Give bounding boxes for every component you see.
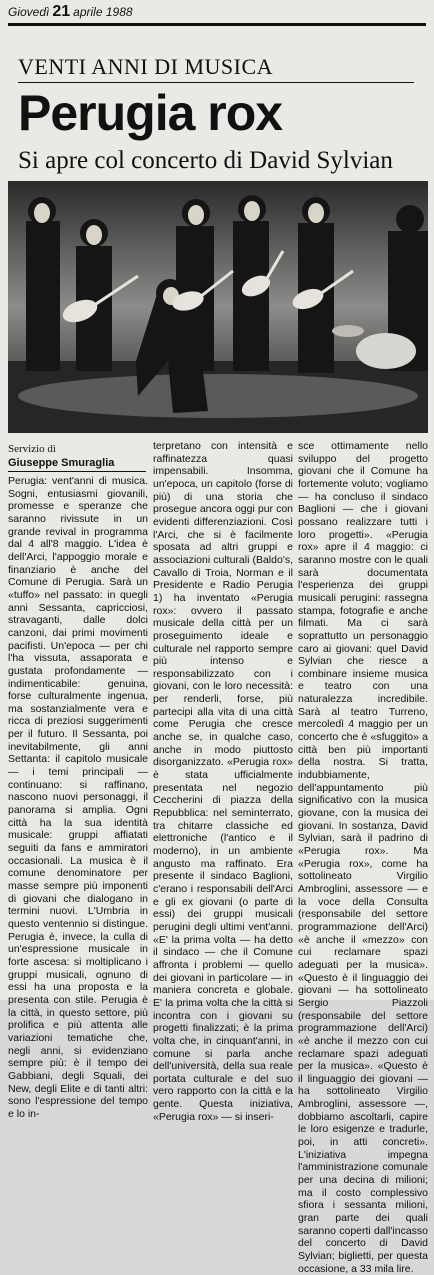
band-photo-illustration	[8, 181, 428, 433]
article-column-3	[298, 440, 428, 1275]
byline-rule	[8, 471, 146, 472]
article-column-3-text: sce ottimamente nello sviluppo del progetto giovani che il Comune ha fortemente voluto; vogliamo — ha concluso il sindaco Baglioni — che i giovani possano realizzare tutti i loro progetti». «Perugia rox» apre il 4 maggio: ci saranno mostre con le quali sarà documentata l'esperienza dei gruppi musicali perugini: rassegna stampa, fotografie e anche filmati. Ma ci sarà soprattutto un personaggio caro ai giovani: quel David Sylvian che riesce a combinare insieme musica e teatro con una naturalezza incredibile. Sarà al teatro Turreno, mercoledì 4 maggio per un concerto che è «sfuggito» a città ben più importanti della nostra. Si tratta, indubbiamente, dell'appuntamento più significativo con la musica giovane, con la musica dei giovani. In sostanza, David Sylvian, sarà il padrino di «Perugia rox». Ma «Perugia rox», come ha sottolineato Virgilio Ambroglini, assessore — e la voce della Consulta (responsabile del settore programmazione dell'Arci) «è anche il «mezzo» con cui reclamare spazi adeguati per la musica». «Questo è il linguaggio dei giovani — ha sottolineato Sergio Piazzoli (responsabile del settore programmazione dell'Arci) «è anche il mezzo con cui reclamare spazi adeguati per la musica». «Questo è il linguaggio dei giovani — ha sottolineato Virgilio Ambroglini, assessore —, dobbiamo ascoltarli, capire le loro esigenze e tradurle, poi, in atti concreti». L'iniziativa impegna l'amministrazione comunale per una decina di milioni; ma il costo complessivo sfiora i sessanta milioni, gran parte dei quali saranno coperti dall'incasso del concerto di David Sylvian; biglietti, per questa occasione, a 33 mila lire.	[298, 440, 428, 1275]
kicker: VENTI ANNI DI MUSICA	[18, 54, 274, 79]
header-rule	[8, 23, 426, 26]
headline: Perugia rox	[18, 85, 283, 141]
band-photo	[8, 181, 428, 433]
article-column-1	[8, 475, 148, 1120]
article-column-1-text: Perugia: vent'anni di musica. Sogni, entusiasmi giovanili, promesse e speranze che saranno rivissute in un grande revival in programma dal 4 all'8 maggio. L'idea è dell'Arci, l'appoggio morale e finanziario è anche del Comune di Perugia. Sarà un «tuffo» nel passato: in quegli anni Sessanta, capricciosi, stravaganti, dalle dolci canzoni, dai primi movimenti pacifisti. Un'epoca — per chi l'ha vissuta, assaporata e gustata profondamente — indimenticabile: genuina, forse culturalmente ingenua, ma sostanzialmente vera e ricca di preziosi suggerimenti per il futuro. Il Sessanta, poi inevitabilmente, gli anni Settanta: il capitolo musicale — i temi principali — continuano: si raffinano, nascono nuovi personaggi, il panorama si amplia. Ogni città ha la sua identità musicale: gruppi affiatati seguiti da fans e ammiratori occasionali. La musica è il comune denominatore per masse sempre più imponenti di giovani che dialogano in termini nuovi. L'Umbria in questo ventennio si distingue. Perugia è, invece, la culla di un'espressione musicale in forte ascesa: si moltiplicano i gruppi musicali, ognuno di essi ha una proposta e la presenta con stile. Perugia è la città, in questo settore, più prolifica e più attenta alle variazioni tematiche che, negli anni, si evidenziano sempre più: è il tempo dei Gabbiani, degli Squali, dei New, degli Elite e di tanti altri: sono l'espressione del tempo e lo in-	[8, 475, 148, 1120]
article-column-2	[153, 440, 293, 1123]
byline-author: Giuseppe Smuraglia	[8, 457, 115, 469]
kicker-rule	[18, 82, 414, 83]
dateline	[8, 2, 426, 22]
subhead: Si apre col concerto di David Sylvian	[18, 147, 393, 174]
article-column-2-text: terpretano con intensità e raffinatezza quasi impensabili. Insomma, un'epoca, un capitolo (forse di più) di una storia che prosegue ancora oggi pur con evidenti differenziazioni. Così l'Arci, che si è facilmente sposata ad altri gruppi e associazioni culturali (Baldo's, Cavallo di Troia, Norman e il Presidente e Radio Perugia 1) ha inventato «Perugia rox»: ovvero il passato musicale della città per un proseguimento ideale e culturale nel rapporto sempre più intenso e responsabilizzato con i giovani, con le loro necessità: per renderli, forse, più partecipi alla vita di una città come Perugia che cresce anche se, in qualche caso, anche in modo piuttosto disorganizzato. «Perugia rox» è stata ufficialmente presentata nel negozio Ceccherini di piazza della Repubblica: nel seminterrato, tra chitarre classiche ed elettroniche (l'antico e il moderno), in un ambiente angusto ma raffinato. Era presente il sindaco Baglioni, c'erano i responsabili dell'Arci e gli ex giovani (o parte di essi) dei gruppi musicali perugini degli ultimi vent'anni. «E' la prima volta — ha detto il sindaco — che il Comune affronta i problemi — quello dei giovani in particolare — in maniera concreta e globale. E' la prima volta che la città si incontra con i giovani su progetti finalizzati; è la prima volta che, in cinquant'anni, in comune si parla anche dell'università, della sua reale portata culturale e del suo vero rapporto con la città e la gente. Questa iniziativa, «Perugia rox» — si inseri-	[153, 440, 293, 1123]
byline-label: Servizio di	[8, 443, 56, 455]
dateline-weekday: Giovedì	[8, 5, 50, 19]
dateline-month-year: aprile 1988	[73, 5, 133, 19]
dateline-day: 21	[52, 3, 71, 20]
